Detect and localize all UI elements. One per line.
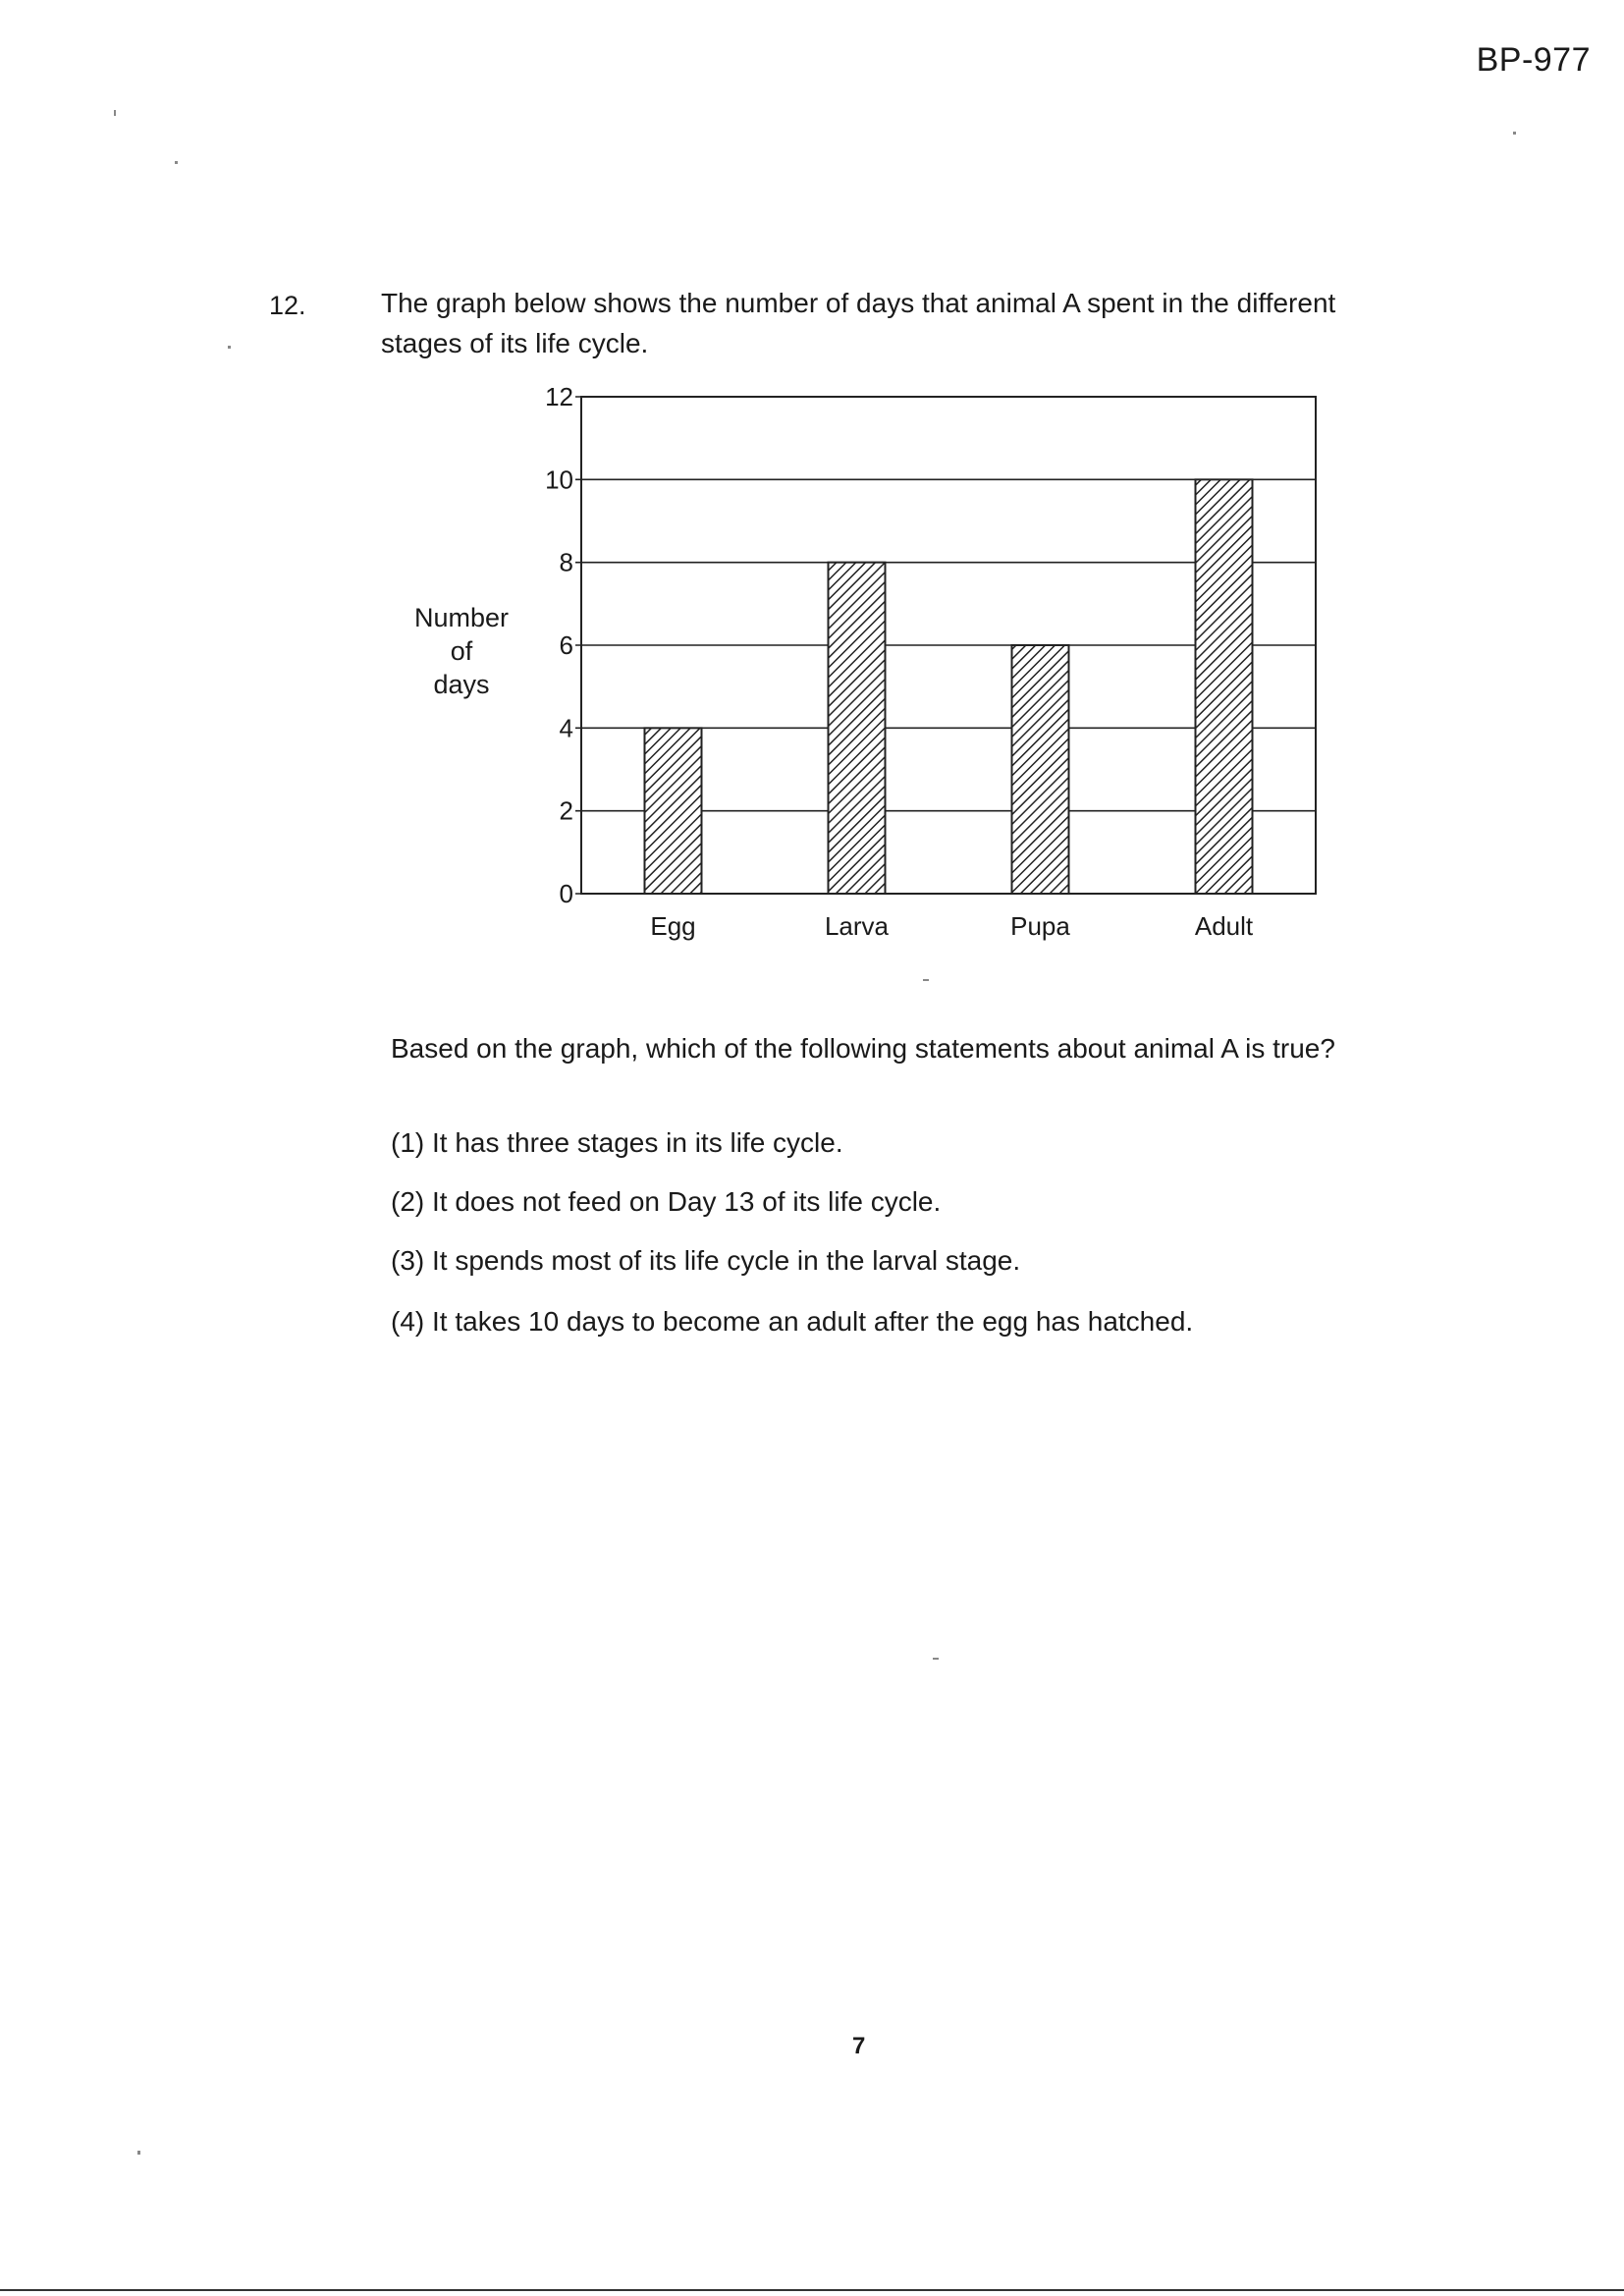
bar-larva — [829, 563, 886, 894]
bar-chart — [393, 383, 1335, 962]
x-axis-labels — [650, 911, 1254, 941]
answer-option-2[interactable]: (2) It does not feed on Day 13 of its life cycle. — [391, 1186, 942, 1217]
y-tick-label: 12 — [545, 383, 573, 411]
scan-speck — [923, 979, 929, 981]
answer-option-4[interactable]: (4) It takes 10 days to become an adult after the egg has hatched. — [391, 1306, 1194, 1337]
scan-speck — [137, 2151, 140, 2155]
y-axis-label-line-2: of — [450, 636, 473, 666]
scan-speck — [228, 346, 231, 349]
answer-option-1[interactable]: (1) It has three stages in its life cycle. — [391, 1127, 843, 1158]
bar-pupa — [1012, 645, 1069, 894]
page-bottom-rule — [0, 2289, 1624, 2291]
y-tick-label: 2 — [559, 795, 573, 826]
x-category-label: Larva — [824, 911, 890, 941]
question-stem: The graph below shows the number of days that animal A spent in the different stages of its life cycle. — [381, 288, 1336, 358]
y-axis-ticks — [545, 383, 573, 908]
scan-speck — [933, 1658, 939, 1660]
answer-option-3[interactable]: (3) It spends most of its life cycle in the larval stage. — [391, 1245, 1021, 1276]
y-axis-label-line-1: Number — [413, 603, 510, 632]
y-tick-label: 8 — [559, 547, 573, 577]
page-number: 7 — [852, 2033, 866, 2059]
scan-speck — [1513, 132, 1516, 135]
x-category-label: Pupa — [1010, 911, 1070, 941]
y-tick-label: 4 — [559, 713, 573, 743]
question-prompt: Based on the graph, which of the following statements about animal A is true? — [391, 1033, 1335, 1064]
y-tick-label: 10 — [545, 465, 573, 495]
y-axis-label-line-3: days — [433, 670, 490, 699]
question-number: 12. — [269, 291, 306, 320]
scan-speck — [114, 110, 116, 116]
y-tick-label: 6 — [559, 630, 573, 660]
scan-speck — [175, 161, 178, 164]
x-category-label: Egg — [650, 911, 696, 941]
chart-bars — [645, 479, 1253, 894]
x-category-label: Adult — [1194, 911, 1254, 941]
y-tick-label: 0 — [559, 879, 573, 908]
bar-adult — [1196, 479, 1253, 894]
bar-egg — [645, 728, 702, 894]
document-code: BP-977 — [1476, 41, 1591, 79]
